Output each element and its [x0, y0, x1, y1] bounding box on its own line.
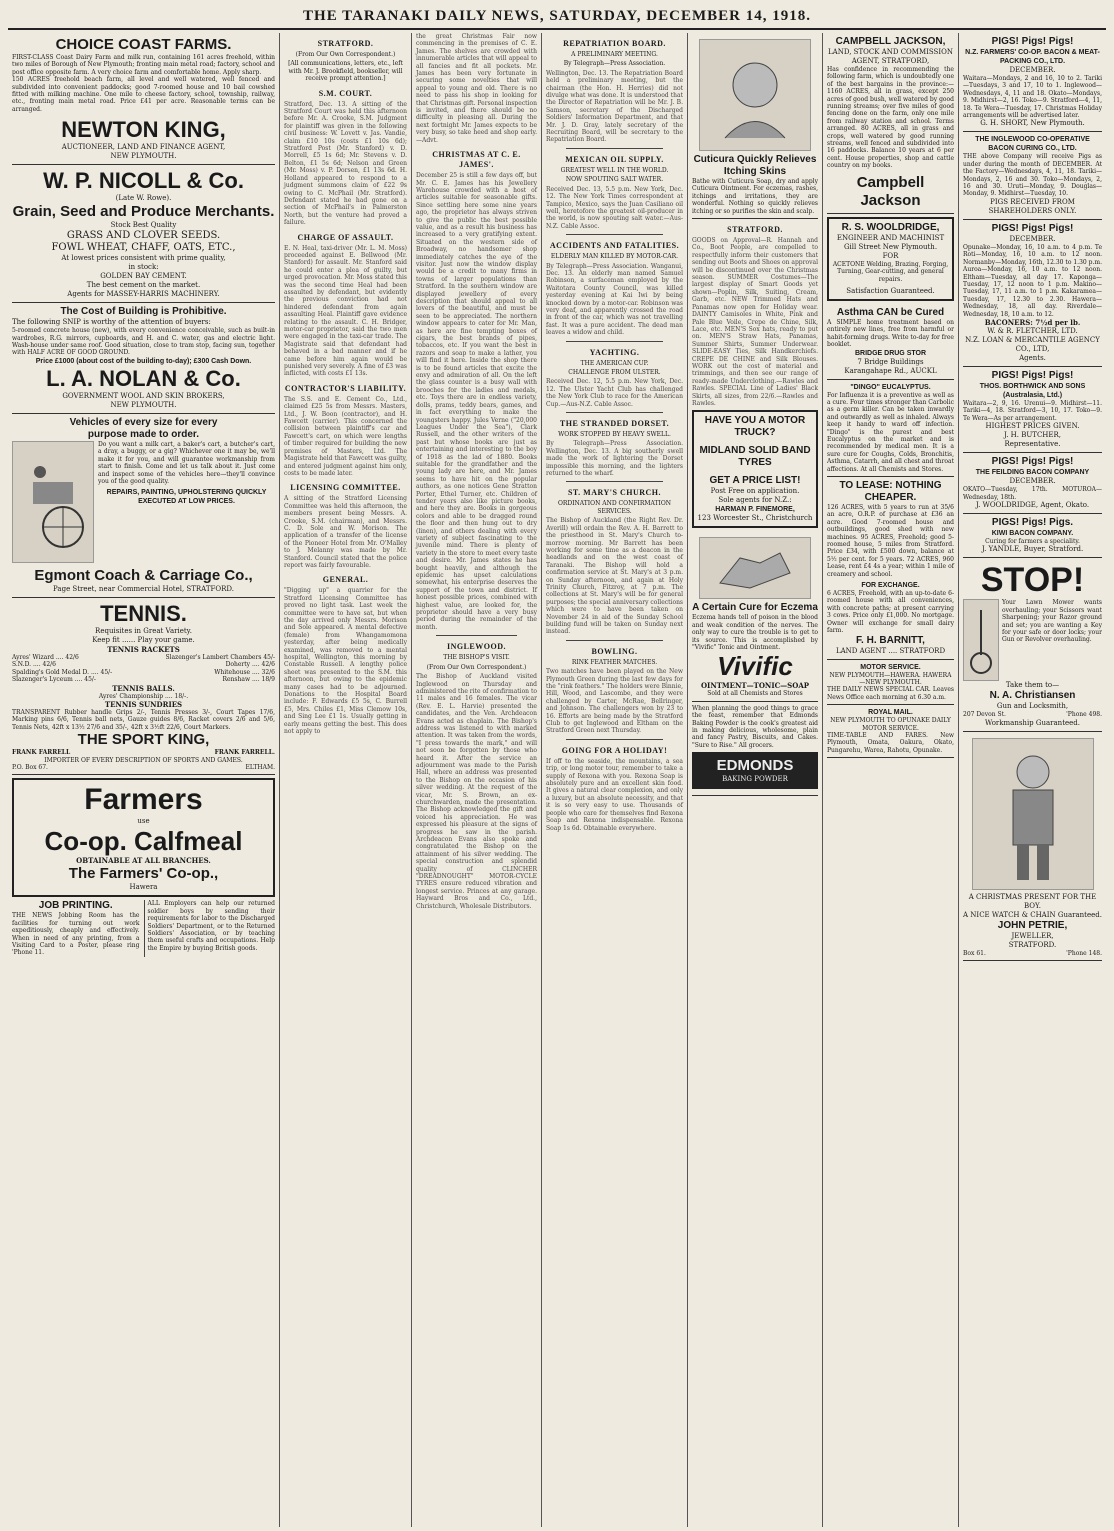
nolan-ad: [12, 303, 275, 414]
baconers: BACONERS: 7½d per lb.: [984, 317, 1081, 327]
phone: 'Phone 148.: [1066, 949, 1102, 957]
eczema-illustration: [699, 537, 811, 599]
racket-2: Slazenger's Lambert Chambers 45/-: [165, 653, 275, 661]
oil-title: MEXICAN OIL SUPPLY.: [565, 154, 664, 164]
nicoll-l3: At lowest prices consistent with prime quality,: [61, 254, 226, 263]
ingle-bacon-body: THE above Company will receive Pigs as under during the month of DECEMBER. At the Factory—Wednesdays, 4, 11, 18. Tariki—Mondays, 2, 16 and 30. Toko—Mondays, 2, 16 and 30. Uruti—Monday, 9. Douglas—Monday, 9. Midhirst—Tuesday, 10.: [963, 153, 1102, 198]
assault-body: E. N. Heal, taxi-driver (Mr. L. M. Moss) proceeded against E. Bellwood (Mr. Stanford) for assault. Mr. Stanford said he could enter a plea of guilty, but urged provocation. Mr. Moss stated this was the second time Heal had been assaulted by defendant, but evidently the previous conviction had not hindered defendant from again assaulting Heal. Plaintiff gave evidence relating to the assault. C. H. Bridger, motor-car proprietor, said the two men were engaged in the taxi-car trade. The Magistrate said that defendant had behaved in a bad manner and if he came before him again would be punished very severely. A fine of £3 was inflicted, with costs £1 13s.: [284, 244, 407, 378]
yandle: J. YANDLE, Buyer, Stratford.: [981, 545, 1084, 554]
fletcher: W. & R. FLETCHER, LTD.: [987, 326, 1078, 335]
dorset-body: By Telegraph—Press Association. Wellington, Dec. 13. A big southerly swell made the work of lightering the Dorset impossible this morning, and the lighters returned to the wharf.: [546, 440, 683, 478]
nicoll-trade: Grain, Seed and Produce Merchants.: [12, 203, 275, 221]
truck-line-4: Post Free on application.: [710, 487, 800, 496]
oil-sub2: NOW SPOUTING SALT WATER.: [565, 176, 664, 184]
bowl-body: Two matches have been played on the New Plymouth Green during the last few days for the "rink feathers." The holders were Binnie, Hill, Wood, and Lascombe, and they were challenged by Carter, McRae, Bellringer, and Johnson. The challengers won by 23 to 16. Efforts are being made by the Stratford Club to get Inglewood and Eltham on the Stratford Green next Thursday.: [546, 668, 683, 735]
pigs-heading-1: PIGS! Pigs! Pigs!: [991, 36, 1074, 47]
lease-ad: [827, 477, 954, 660]
nicoll-l2: FOWL WHEAT, CHAFF, OATS, ETC.,: [51, 242, 236, 254]
nicoll-l6: The best cement on the market.: [86, 281, 201, 290]
cj-name: Campbell Jackson: [856, 173, 925, 209]
cj-title: CAMPBELL JACKSON,: [835, 36, 946, 47]
column-6: [823, 33, 959, 1527]
lease-title: TO LEASE: NOTHING CHEAPER.: [839, 480, 942, 503]
egmont-name: Egmont Coach & Carriage Co.,: [34, 566, 253, 584]
column-5: [688, 33, 823, 1527]
rsw-addr: Gill Street New Plymouth.: [843, 242, 938, 251]
short: G. H. SHORT, New Plymouth.: [980, 119, 1085, 128]
general-title: GENERAL.: [322, 575, 369, 585]
column-2: [280, 33, 412, 1527]
tennis-sundries-body: TRANSPARENT Rubber handle Grips 2/-, Tennis Presses 3/-, Court Tapes 17/6, Marking pins 6/6, Tennis ball nets, Gauze guides 8/6, Racket covers 2/6 and 5/6, Tennis Nets, 42ft x 13½ 27/6 and 35/-, 42ft x 3½ft 22/6, Court Markers.: [12, 708, 275, 731]
cuticura-ad: [692, 33, 818, 219]
tennis-rackets: TENNIS RACKETS: [107, 644, 180, 654]
boy-figure-icon: [983, 744, 1083, 884]
newton-king-city: NEW PLYMOUTH.: [110, 152, 177, 161]
nicoll-l4: in stock:: [128, 263, 159, 272]
printing-body: THE NEWS Jobbing Room has the facilities for turning out work expeditiously, cheaply and effectively. When in need of any printing, from a Visiting Card to a Poster, please ring 'Phone 11.: [12, 912, 140, 957]
truck-line-1: HAVE YOU A MOTOR TRUCK?: [704, 415, 806, 439]
mower-illustration: [963, 599, 999, 681]
royal-body: TIME-TABLE AND FARES. New Plymouth, Omata, Oakura, Okato, Pungarehu, Warea, Rahotu, Opunake.: [827, 731, 954, 754]
columns: [8, 33, 1106, 1527]
edmonds-ad: [692, 702, 818, 796]
choice-title: CHOICE COAST FARMS.: [55, 36, 232, 53]
racket-7: Slazenger's Lyceum .... 45/-: [12, 676, 96, 684]
kiwi: KIWI BACON COMPANY.: [991, 529, 1074, 537]
horse-cart-icon: [18, 452, 88, 552]
inglewood-sub: THE BISHOP'S VISIT.: [443, 654, 510, 662]
rep-body: Wellington, Dec. 13. The Repatriation Board held a preliminary meeting, but the chairman (the Hon. H. Herries) did not divulge what was done. It is understood that the Director of Repatriation will be Mr. J. B. Samson, secretary of the Discharged Soldiers' Information Department, and that Mr. J. D. Gray, lately secretary of the Recruiting Board, will be secretary to the Repatriation Board.: [546, 69, 683, 144]
chr-sub: Gun and Locksmith,: [996, 702, 1069, 711]
rep-sub: A PRELIMINARY MEETING.: [571, 51, 658, 58]
holiday-title: GOING FOR A HOLIDAY!: [561, 745, 668, 755]
feil-body: OKATO—Tuesday, 17th. MOTUROA—Wednesday, 18th.: [963, 486, 1102, 501]
sportking-right: FRANK FARRELL.: [214, 749, 275, 757]
tennis-champ: Ayres' Championship .... 18/-.: [98, 692, 189, 700]
agents: Agents.: [1019, 353, 1046, 362]
church-sub: ORDINATION AND CONFIRMATION SERVICES.: [557, 500, 672, 515]
feilding: THE FEILDING BACON COMPANY: [975, 469, 1090, 477]
nz-body: Waitara—Mondays, 2 and 16, 10 to 2. Tariki—Tuesdays, 3 and 17, 10 to 1. Inglewood—Wednesdays, 4, 11 and 18. Okato—Mondays, 9. Midhirst—2, 16. Toko—9. Stratford—4, 11, 18. Te Wera—Tuesday, 17. Christmas Holiday arrangements will be advertised later.: [963, 75, 1102, 120]
xmas-title: CHRISTMAS AT C. E. JAMES'.: [432, 150, 521, 170]
nolan-price: Price £1000 (about cost of the building to-day); £300 Cash Down.: [35, 357, 252, 365]
newton-king-sub: AUCTIONEER, LAND AND FINANCE AGENT,: [61, 143, 226, 152]
inglewood-bacon-ad: [963, 132, 1102, 219]
borthwick-ad: [963, 367, 1102, 453]
motor-truck-ad: [692, 410, 818, 528]
masthead: THE TARANAKI DAILY NEWS, SATURDAY, DECEMBER 14, 1918.: [8, 4, 1106, 30]
contractor-body: The S.S. and E. Cement Co., Ltd., claimed £25 5s from Messrs. Masters, Ltd., J. W. Boon (contractor), and H. Fawcett (carrier). This concerned the collision between plaintiff's car and Fawcett's cart, on which were lengths of timber required for building the new premises of Masters, Ltd. The Magistrate held that Fawcett was guilty, and entered judgment against him only, costs to be made later.: [284, 395, 407, 477]
barnitt-sub: LAND AGENT .... STRATFORD: [835, 646, 946, 655]
jw: J. WOOLDRIDGE, Agent, Okato.: [975, 500, 1090, 509]
petrie: JOHN PETRIE,: [997, 919, 1068, 931]
nz-farmers-ad: [963, 33, 1102, 132]
bowl-title: BOWLING.: [591, 646, 638, 656]
cj-body: Has confidence in recommending the following farm, which is undoubtedly one of the best bargains in the province:— 1160 ACRES, all in grass, except 250 acres of good bush, well watered by good running streams; over five miles of good fencing done on the farm, only one mile from railway station and school. Terms arranged. 80 ACRES, all in grass and crops, well watered by good running streams, well fenced and subdivided into 16 paddocks. Balance 10 years at 6 per cent. House properties, shop and cattle country on my books.: [827, 66, 954, 170]
pigs-heading-2: PIGS! Pigs! Pigs!: [991, 222, 1074, 234]
racket-1: Ayres' Wizard .... 42/6: [12, 653, 79, 661]
asthma-ad: [827, 304, 954, 380]
take: Take them to—: [1005, 681, 1060, 690]
highest: HIGHEST PRICES GIVEN.: [985, 422, 1080, 431]
sportking-town: ELTHAM.: [245, 763, 275, 771]
nolan-intro: The following SNIP is worthy of the attention of buyers:: [12, 318, 211, 327]
nicoll-late: (Late W. Rowe).: [115, 194, 172, 203]
column-4: [542, 33, 688, 1527]
cuticura-illustration: [699, 39, 811, 151]
egmont-body: Do you want a milk cart, a baker's cart, a butcher's cart, a dray, a buggy, or a gig? Whichever one it may be, we'll make it for you, and will guarantee workmanship from start to finish. Come and let us talk about it. Just come and inspect some of the vehicles here—they'll convince you of the good quality.: [98, 440, 275, 485]
yacht-sub: THE AMERICAN CUP.: [580, 359, 649, 367]
licensing-title: LICENSING COMMITTEE.: [290, 483, 401, 493]
dorset-title: THE STRANDED DORSET.: [559, 419, 670, 429]
racket-5: Spalding's Gold Medal D. .... 45/-: [12, 668, 113, 676]
stratford-note: [All communications, letters, etc., left with Mr. J. Brookfield, bookseller, will receive prompt attention.]: [288, 60, 403, 83]
vivific-logo: Vivific: [717, 651, 793, 682]
jeweller: JEWELLER,: [1011, 931, 1054, 940]
xmas-body: December 25 is still a few days off, but Mr. C. E. James has his Jewellery Warehouse crowded with a host of articles suitable for seasonable gifts. Since settling here some nine years ago, the proprietor has always striven to give the public the best possible value, and as a result his business has increased to a very gratifying extent. Situated on the western side of Broadway, no handsomer shop immediately catches the eye of the visitor. Just now the window display would be a credit to many firms in towns of larger populations than Stratford. In the southern window are displayed jewellery of every description that should appeal to all lovers of the beautiful, and must be seen to be appreciated. The northern window appears to cater for Mr. Man, as here are fine tempting boxes of cigars, the best brands of pipes, tobaccos, etc. If you want the best in razors and soap to make a lather, you will find it here. Inside the shop there is to be found articles that excite the envy and admiration of all. On the left the glass counter is a busy wall with brooches for the ladies and medals, etc. Toys there are in endless variety, dolls, prams, teddy bears, games, and in fact everything to make the youngsters happy. Jules Verne ("20,000 Leagues Under the Sea"), Clark Russell, and the other writers of the past but whose books are just as entertaining and interesting to the boy of 1918 as the lad of 1880. Books suitable for the grandfather and the young lady are here, and Mr. James seems to have hit on the popular authors, as one notices Gene Stratton Porter, Ethel Turner, etc. Children of tender years also like picture books, and here they are. Books in gorgeous colors and able to be dragged round the floor and then hung out to dry (linen), and others dealing with every variety of subject fascinating to the juvenile mind. There is plenty of variety in the store to meet every taste and desire. Mr. James states he has bought heavily, and although the epidemic has upset calculations somewhat, his enterprise deserves the support of the town and district. If honest possible prices, combined with highest value, are looked for, the proprietor should have a very busy period during the remainder of the month.: [416, 172, 537, 631]
oil-sub: GREATEST WELL IN THE WORLD.: [560, 166, 669, 174]
chr-work: Workmanship Guaranteed.: [985, 718, 1080, 727]
motor-title: MOTOR SERVICE.: [860, 663, 921, 671]
pigs-heading-4: PIGS! Pigs! Pigs!: [991, 456, 1074, 468]
ingle-bacon-title: THE INGLEWOOD CO-OPERATIVE BACON CURING CO., LTD.: [975, 136, 1090, 153]
cuticura-title: Cuticura Quickly Relieves Itching Skins: [693, 154, 817, 177]
nolan-name: L. A. NOLAN & Co.: [46, 365, 241, 391]
court-body: Stratford, Dec. 13. A sitting of the Stratford Court was held this afternoon before Mr. A. Crooke, S.M. Judgment for plaintiff was given in the following civil business: W. Lovett v. Jas. Vandie, claim £10 10s (costs £1 10s 6d); Stratford Post (Mr. Stanford) v. D. Morrell, £5 1s 6d; Mr. Stevens v. D. Belton, £1 5s 6d; Nelson and Green (Mr. Moss) v. P. Dorsen, £1 13s 6d. H. Holland appeared to respond to a judgment summons claim of £22 9s owing to C. McPhail (Mr. Stratford). Defendant stated he had gone on a section of McPhail's in Palmerston North, but the venture had proved a failure.: [284, 100, 407, 227]
nzloan: N.Z. LOAN & MERCANTILE AGENCY CO., LTD,: [965, 335, 1100, 353]
column-3: [412, 33, 542, 1527]
column-1: [8, 33, 280, 1527]
woman-portrait-icon: [710, 50, 800, 140]
nicoll-ad: [12, 165, 275, 303]
inglewood-body: The Bishop of Auckland visited Inglewood on Thursday and administered the rite of confirmation to 11 males and 16 females. The vicar (Rev. E. L. Harvie) presented the candidates, and the Ven. Archdeacon Evans acted as chaplain. The Bishop's address was listened to with marked attention. It was taken from the words, "I press towards the mark," and will not soon be forgotten by those who heard it. After the service an adjournment was made to the Parish Hall, where an address was presented to the Bishop on the occasion of his silver wedding. At the request of the vicar, Mr. S. Brown, an ex-churchwarden, made the presentation. The Bishop acknowledged the gift and voiced his appreciation. He was expressed his pleasure at the signs of progress he saw in the parish. Archdeacon Evans also spoke and congratulated the Bishop on the attainment of his silver wedding. The special construction and splendid quality of CLINCHER "DREADNOUGHT" MOTOR-CYCLE TYRES ensure reduced vibration and longest service. Princes at any garage. Hayward Bros and Co., Ltd., Christchurch, Wholesale Distributors.: [416, 673, 537, 910]
truck-addr: 123 Worcester St., Christchurch: [697, 514, 813, 523]
chr-phone: 'Phone 498.: [1066, 711, 1102, 719]
nz-title: N.Z. FARMERS' CO-OP. BACON & MEAT-PACKING CO., LTD.: [965, 49, 1100, 65]
acc-body: By Telegraph—Press Association. Wanganui, Dec. 13. An elderly man named Samuel Robinson, a surfaceman employed by the Waitotara County Council, was killed yesterday evening at Kai Iwi by being knocked down by a motor-car. Robinson was very deaf, and apparently crossed the road in front of the car, which was not travelling fast. It was a pure accident. The dead man leaves a widow and child.: [546, 262, 683, 337]
racket-8: Renshaw .... 18/9: [222, 676, 275, 684]
fletcher-ad: [963, 220, 1102, 367]
licensing-body: A sitting of the Stratford Licensing Committee was held this afternoon, the members present being Messrs. A. Crooke, S.M. (chairman), and Messrs. C. D. Sole and W. Morison. The application of a transfer of the license of the Pioneer Hotel from Mr. O'Malley to J. Melanny was made by Mr. Stanford. Council stated that the police report was fairly favourable.: [284, 495, 407, 569]
hand-icon: [710, 543, 800, 593]
nolan-title: The Cost of Building is Prohibitive.: [60, 306, 227, 318]
nz-month: DECEMBER.: [1009, 66, 1056, 74]
nicoll-name: W. P. NICOLL & Co.: [43, 168, 244, 194]
nicoll-l1: GRASS AND CLOVER SEEDS.: [66, 230, 221, 242]
tennis-balls: TENNIS BALLS.: [112, 683, 175, 693]
christiansen-ad: [963, 558, 1102, 731]
sportking-po: P.O. Box 67.: [12, 763, 48, 771]
truck-line-2: MIDLAND SOLID BAND TYRES: [699, 445, 811, 469]
farmers-l5: The Farmers' Co-op.,: [68, 865, 219, 883]
christiansen: N. A. Christiansen: [989, 690, 1076, 702]
lease-body: 126 ACRES, with 5 years to run at 35/6 an acre, O.R.P. of purchase at £36 an acre. Good 7-roomed house and outbuildings, good shed with new machines. 95 ACRES, Freehold; good 5-roomed house, 5 miles from Stratford. Price £34, with £500 down, balance at 5½ per cent. for 5 years. 72 ACRES, 960 Lease, rent £4 4s a year; within 1 mile of creamery and school.: [827, 504, 954, 578]
nolan-sub: GOVERNMENT WOOL AND SKIN BROKERS,: [62, 391, 225, 400]
farmers-l4: OBTAINABLE AT ALL BRANCHES.: [76, 856, 211, 866]
court-title: S.M. COURT.: [318, 88, 373, 98]
box: Box 61.: [963, 949, 986, 957]
exch-title: FOR EXCHANGE.: [861, 582, 920, 590]
stratford-corr: (From Our Own Correspondent.): [295, 51, 396, 58]
racket-6: Whitehouse .... 32/6: [214, 668, 275, 676]
p2-month: DECEMBER.: [1009, 234, 1056, 243]
eczema-ad: [692, 531, 818, 701]
sportking-name: THE SPORT KING,: [77, 731, 210, 749]
stop-heading: STOP!: [980, 561, 1085, 600]
choice-body2: 150 ACRES freehold beach farm, all level and well watered, well fenced and subdivided into convenient paddocks; good 7-roomed house and 10 bail cowshed fitted with milking machine. One mile to cheese factory, school, township, railway, etc., fronting main metal road. Price £41 per acre. Reasonable terms can be arranged.: [12, 76, 275, 113]
watch: A NICE WATCH & CHAIN Guaranteed.: [963, 910, 1102, 919]
dingo-title: "DINGO" EUCALYPTUS.: [850, 383, 931, 391]
choice-body: FIRST-CLASS Coast Dairy Farm and milk run, containing 161 acres freehold, within two miles of Borough of New Plymouth; fronting main metal road; factory, school and post office opposite farm. A very choice farm and comfortable home. Apply sharp.: [12, 54, 275, 76]
petrie-ad: [963, 732, 1102, 961]
sportking-sub: IMPORTER OF EVERY DESCRIPTION OF SPORTS AND GAMES.: [44, 756, 243, 764]
contractor-title: CONTRACTOR'S LIABILITY.: [284, 383, 407, 393]
newton-king-name: NEWTON KING,: [61, 117, 226, 143]
inglewood-corr: (From Our Own Correspondent.): [426, 663, 527, 671]
farmers-l3: Co-op. Calfmeal: [44, 826, 243, 857]
rsw-for: FOR: [882, 251, 899, 260]
wooldridge-ad: [827, 217, 954, 301]
truck-name: HARMAN P. FINEMORE,: [715, 506, 795, 514]
yacht-body: Received Dec. 12, 5.5 p.m. New York, Dec. 12. The Ulster Yacht Club has challenged the New York Club to race for the American Cup.—Aus-N.Z. Cable Assoc.: [546, 378, 683, 408]
acc-sub: ELDERLY MAN KILLED BY MOTOR-CAR.: [550, 253, 679, 261]
rsw-sat: Satisfaction Guaranteed.: [846, 286, 935, 295]
rsw-body: ACETONE Welding, Brazing, Forging, Turning, Gear-cutting, and general repairs.: [832, 260, 949, 283]
cart-illustration: [12, 441, 94, 563]
strat-body: GOODS on Approval—R. Hannah and Co., Boot People, are compelled to respectfully inform their customers that sending out Boots and Shoes on approval will be discontinued over the Christmas season. SUMMER Costumes—The largest display of Smart Goods yet shown—Poplin, Silk, Suiting, Cream, Garb, etc. NEW Trimmed Hats and Panamas now open for Holiday wear. DAINTY Camisoles in White, Pink and Pale Blue Voile, Crepe de Chine, Silk, Lace, etc. MEN'S Sox hats, ready to put on. MEN'S Straw Hats, Panamas, Summer Shirts, Summer Underwear. SLIDE-EASY Ties, Silk Handkerchiefs. CREPE DE CHINE and Silk Blouses. WORK out the cost of material and trimmings, and then see our range of ready-made Underclothing.—Rawles and Rawles. SPECIAL Line of Ladies' Black Skirts, all sizes, from 22/6.—Rawles and Rawles.: [692, 237, 819, 407]
tennis-title: TENNIS.: [100, 600, 187, 626]
oil-body: Received Dec. 13, 5.5 p.m. New York, Dec. 12. The New York Times correspondent at Tampico, Mexico, says the Juan Casiliano oil well, heretofore the greatest oil-producer in the world, is now spouting salt water.—Aus-N.Z. Cable Assoc.: [546, 185, 683, 230]
rep-title: REPATRIATION BOARD.: [563, 39, 666, 48]
james-intro: the great Christmas Fair now commencing in the premises of C. E. James. The shelves are crowded with innumerable articles that will appeal to all fancies and fit all pockets. Mr. James has been very fortunate in securing some novelties that will appeal to young and old. There is no need to pass his shop in looking for that Christmas gift. Personal inspection is invited, and there should be no difficulty in pleasing all. During the next fortnight Mr. James expects to be very busy, so take heed and shop early.—Advt.: [416, 33, 537, 144]
eczema-body: Eczema hands tell of poison in the blood and weak condition of the nerves. The only way to cure the trouble is to get to its source. This is accomplished by "Vivific" Tonic and Ointment.: [692, 614, 818, 651]
church-body: The Bishop of Auckland (the Right Rev. Dr. Averill) will ordain the Rev. A. H. Barrett to the priesthood in St. Mary's Church to-morrow morning. Mr Barrett has been working for some time as a deacon in the headlands and on the west coast of Taranaki. The Bishop will hold a confirmation service at St. Mary's at 3 p.m. on Sunday afternoon, and again at Holy Trinity Church, Fitzroy, at 7 p.m. The collections at St. Mary's will be for general purposes; the special anniversary collections which were to have been taken on November 24 in aid of the Sunday School building fund will be taken on Sunday next instead.: [546, 517, 684, 636]
kiwi-ad: [963, 514, 1102, 558]
exch-body: 6 ACRES, Freehold, with an up-to-date 6-roomed house with all conveniences, with concrete paths; at present carrying 3 cows. Price only £1,000. No mortgage. Owner will exchange for small dairy farm.: [827, 590, 954, 635]
racket-4: Doherty .... 42/6: [225, 661, 275, 669]
employers-notice: ALL Employers can help our returned soldier boys by sending their requirements for labor to the Discharged Soldiers' Department, or to the Returned Soldiers' Association, or by teaching them useful crafts and occupations. Help the Empire by buying British goods.: [144, 900, 276, 956]
motor-sub: NEW PLYMOUTH—HAWERA. HAWERA—NEW PLYMOUTH.: [829, 671, 952, 686]
vivific-sub: OINTMENT—TONIC—SOAP: [700, 681, 810, 691]
egmont-repairs: REPAIRS, PAINTING, UPHOLSTERING QUICKLY EXECUTED AT LOW PRICES.: [106, 489, 267, 506]
nicoll-l5: GOLDEN BAY CEMENT.: [100, 272, 187, 281]
acc-title: ACCIDENTS AND FATALITIES.: [549, 241, 680, 251]
truck-line-3: GET A PRICE LIST!: [709, 475, 801, 487]
bowl-sub: RINK FEATHER MATCHES.: [571, 658, 658, 666]
cuticura-body: Bathe with Cuticura Soap, dry and apply Cuticura Ointment. For eczemas, rashes, itchings and irritations, they are wonderful. Nothing so quickly relieves itching or so purifies the skin and scalp.: [692, 178, 818, 215]
motor-body: THE DAILY NEWS SPECIAL CAR. Leaves News Office each morning at 6.30 a.m.: [827, 686, 954, 701]
tennis-slogan: Keep fit ...... Play your game.: [92, 635, 195, 644]
boy-illustration: [972, 738, 1094, 890]
kiwi-body: Curing for farmers a speciality.: [985, 537, 1080, 545]
tennis-sundries: TENNIS SUNDRIES: [104, 699, 183, 709]
edmonds-body: When planning the good things to grace the feast, remember that Edmonds Baking Powder is the cook's greatest aid in making delicious, wholesome, plain and fancy Pastry, Biscuits, and Cakes. "Sure to Rise." All grocers.: [692, 704, 818, 749]
farmers-calfmeal-ad: [12, 778, 275, 897]
eczema-title: A Certain Cure for Eczema: [692, 602, 818, 614]
bridge-addr2: Karangahape Rd., AUCKL: [844, 366, 937, 375]
edmonds-sub: BAKING POWDER: [722, 775, 788, 784]
stop-body: Your Lawn Mower wants overhauling; your Scissors want Sharpening; your Razor ground and set; you are wanting a Key for your safe or door locks; your Gun or Revolver overhauling.: [1002, 599, 1102, 644]
bridge-name: BRIDGE DRUG STOR: [854, 349, 927, 357]
campbell-jackson-ad: [827, 33, 954, 214]
borth-body: Waitara—2, 9, 16. Urenui—9. Midhirst—11. Tariki—4, 18. Stratford—3, 10, 17. Toko—9. Te Wera—As per arrangement.: [963, 399, 1102, 422]
royal-mail-ad: [827, 705, 954, 758]
feilding-ad: [963, 453, 1102, 514]
general-body: "Digging up" a quarrier for the Stratford Licensing Committee has proved no light task. Last week the committee were to have sat, but when the day arrived only Messrs. Morison and Sole appeared. A mental defective (female) from Whangamomona yesterday, after being medically examined, was removed to a mental hospital, Wellington, this morning by Constable Russell. A lengthy police sheet was presented to the S.M. this afternoon, but owing to the epidemic many cases had to be adjourned. Donations to the Hospital Board include: F. Edwards £5 5s, C. Burrell £5, Mrs. Chiles £1, Miss Clemow 10s, and Sing Lee £1 1s. Usually getting in early means getting the best. This does not apply to: [284, 587, 407, 736]
asthma-body: A SIMPLE home treatment based on entirely new lines, free from harmful or habit-forming drugs. Write to-day for free booklet.: [827, 318, 954, 349]
printing-title: JOB PRINTING.: [38, 900, 113, 912]
assault-title: CHARGE OF ASSAULT.: [297, 232, 394, 242]
cj-sub: LAND, STOCK AND COMMISSION AGENT, STRATFORD,: [828, 48, 953, 65]
royal-sub: NEW PLYMOUTH TO OPUNAKE DAILY MOTOR SERVICE.: [830, 717, 951, 732]
egmont-head1: Vehicles of every size for every: [69, 416, 218, 428]
nicoll-stock: Stock Best Quality: [110, 221, 177, 230]
nolan-city: NEW PLYMOUTH.: [110, 400, 177, 409]
dingo-ad: [827, 380, 954, 477]
p2-body: Opunake—Monday, 16, 10 a.m. to 4 p.m. Te Roti—Monday, 16, 10 a.m. to 12 noon. Normanby—Monday, 16th, 12.30 to 1.30 p.m. Auroa—Monday, 16, 10 a.m. to 12 noon. Eltham—Tuesday, all day 17. Kaponga—Tuesday, 17, 12 noon to 1 p.m. Makino—Tuesday, 17, 11 a.m. to 1 p.m. Kakaramea—Tuesday, 17, 12.30 to 2.30. Hawera—Wednesday, 18, all day. Riverdale—Wednesday, 18, 10 a.m. to 12.: [963, 243, 1102, 318]
royal-title: ROYAL MAIL.: [868, 709, 913, 717]
farmers-l6: Hawera: [129, 883, 158, 892]
church-title: ST. MARY'S CHURCH.: [567, 488, 662, 498]
farmers-l2: use: [137, 817, 150, 826]
rsw-name: R. S. WOOLDRIDGE,: [841, 221, 940, 233]
chr-addr: 207 Devon St.: [963, 711, 1006, 719]
feil-month: DECEMBER.: [1009, 477, 1056, 486]
farmers-l1: Farmers: [84, 783, 203, 817]
stratford-title: STRATFORD.: [317, 39, 374, 48]
printing-ad: [12, 900, 140, 956]
pigs-heading-3: PIGS! Pigs! Pigs!: [991, 369, 1074, 381]
asthma-title: Asthma CAN be Cured: [836, 306, 945, 318]
bridge-addr: 7 Bridge Buildings: [857, 357, 924, 366]
choice-coast-farms-ad: [12, 33, 275, 165]
nicoll-l7: Agents for MASSEY-HARRIS MACHINERY.: [67, 290, 220, 299]
edmonds-logo-box: [692, 752, 818, 789]
egmont-ad: [12, 414, 275, 598]
vivific-sold: Sold at all Chemists and Stores: [707, 690, 803, 698]
racket-3: S.N.D. .... 42/6: [12, 661, 56, 669]
printing-row: [12, 900, 275, 956]
egmont-head2: purpose made to order.: [87, 428, 200, 440]
dingo-body: For Influenza it is a preventive as well as a cure. Four times stronger than Carbolic as a germ killer. Can be taken inwardly and outwardly as well as inhaled. Always keep it handy to ward off infection. "Dingo" is the purest and best Eucalyptus on the market and is recommended by medical men. It is a sure cure for Coughs, Colds, Bronchitis, Asthma, Catarrh, and all chest and throat affections. At all Chemists and Stores.: [827, 391, 954, 473]
share: PIGS RECEIVED FROM SHAREHOLDERS ONLY.: [988, 197, 1077, 215]
yacht-title: YACHTING.: [589, 347, 640, 357]
rsw-sub: ENGINEER AND MACHINIST: [836, 233, 945, 242]
petrie-town: STRATFORD.: [1008, 940, 1057, 949]
yacht-sub2: CHALLENGE FROM ULSTER.: [568, 369, 661, 376]
edmonds-logo: EDMONDS: [716, 757, 794, 775]
present: A CHRISTMAS PRESENT FOR THE BOY.: [968, 892, 1097, 910]
tennis-ad: [12, 598, 275, 775]
butcher: J. H. BUTCHER,: [1003, 431, 1062, 440]
dorset-sub: WORK STOPPED BY HEAVY SWELL.: [558, 431, 671, 439]
rep-by: By Telegraph—Press Association.: [563, 60, 666, 68]
sportking-left: FRANK FARRELL: [12, 749, 71, 757]
inglewood-title: INGLEWOOD.: [446, 642, 506, 652]
strat-title: STRATFORD.: [727, 225, 783, 235]
barnitt-name: F. H. BARNITT,: [856, 634, 925, 646]
holiday-body: If off to the seaside, the mountains, a sea trip, or long motor tour, remember to take a supply of Rexona with you. Rexona Soap is absolutely pure and an excellent skin food. It gives a natural clear complexion, and only a luxury, but an absolute necessity, and that it is so very easy to use. Thousands of people who care for themselves find Rexona Soap and Rexona indispensable. Rexona Soap 1s 6d. Obtainable everywhere.: [546, 757, 683, 832]
egmont-addr: Page Street, near Commercial Hotel, STRATFORD.: [53, 584, 234, 593]
column-7: [959, 33, 1106, 1527]
lawn-mower-icon: [966, 605, 996, 675]
nolan-body: 5-roomed concrete house (new), with every convenience conceivable, such as built-in wardrobes, R.G. mirrors, cupboards, and H. and C. water, gas and electric light. Wash-house under same roof. Good situation, close to tram stop, facing sun, together with HALF ACRE OF GOOD GROUND.: [12, 327, 275, 357]
rep: Representative.: [1004, 440, 1061, 449]
pigs-heading-5: PIGS! Pigs! Pigs.: [991, 516, 1074, 528]
truck-agents: Sole agents for N.Z.:: [718, 496, 792, 505]
borthwick: THOS. BORTHWICK AND SONS (Australasia, Ltd.): [979, 382, 1086, 399]
tennis-sub: Requisites in Great Variety.: [95, 626, 192, 635]
motor-service-ad: [827, 660, 954, 706]
